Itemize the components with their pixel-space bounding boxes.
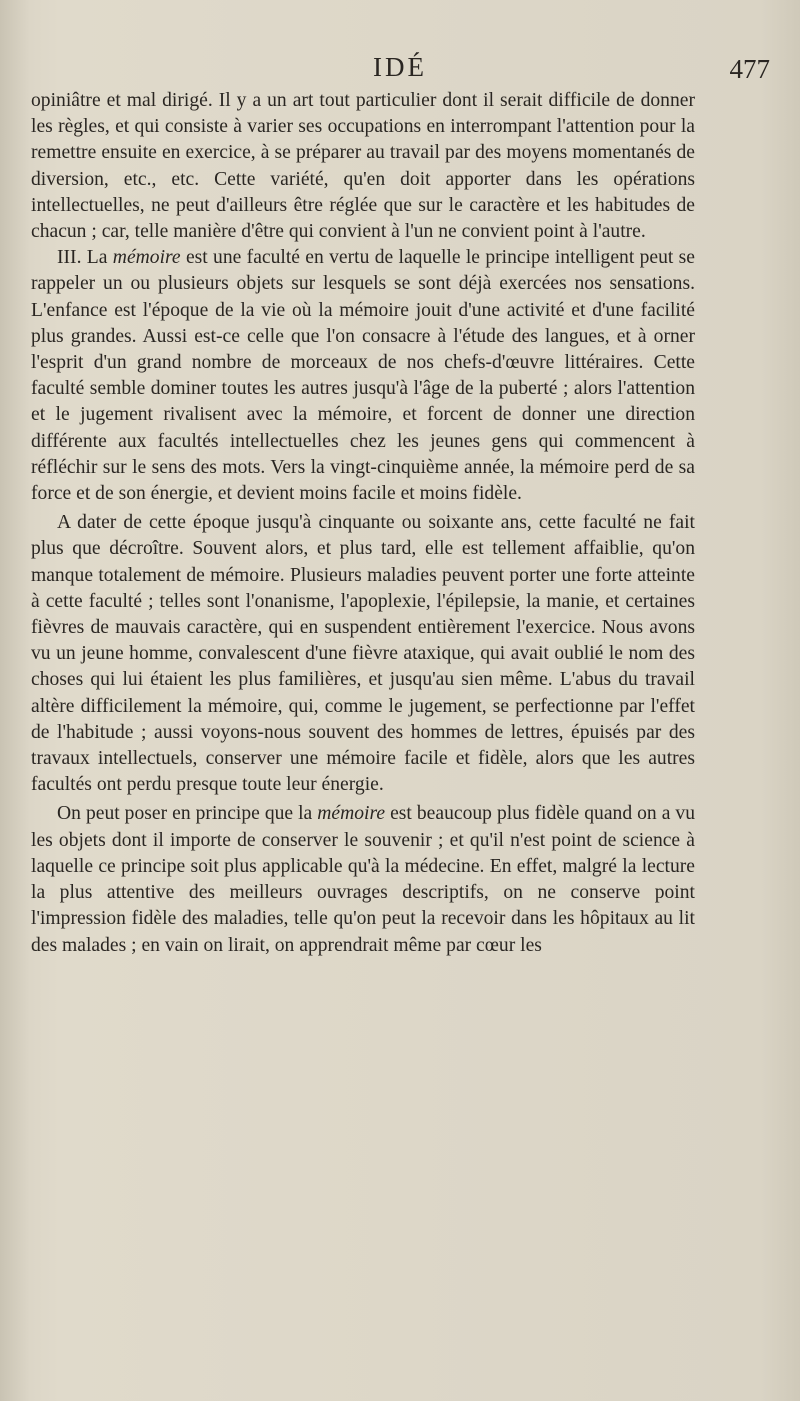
memoire-emphasis-2: mémoire: [317, 803, 386, 825]
running-head: IDÉ: [373, 52, 427, 82]
paragraph-memoire-decline: A dater de cette époque jusqu'à cinquante ou soixante ans, cette faculté ne fait plus que décroître. Souvent alors, et plus tard, elle est tellement affaiblie, qu'on manque totalement de mémoire. Plusieurs maladies peuvent porter une forte atteinte à cette faculté ; telles sont l'onanisme, l'apoplexie, l'épilepsie, la manie, et certaines fièvres de mauvais caractère, qui en suspendent entièrement l'exercice. Nous avons vu un jeune homme, convalescent d'une fièvre ataxique, qui avait oublié le nom des choses qui lui étaient les plus familières, et jusqu'au sien même. L'abus du travail altère difficilement la mémoire, qui, comme le jugement, se perfectionne par l'effet de l'habitude ; aussi voyons-nous souvent des hommes de lettres, épuisés par des travaux intellectuels, conserver une mémoire facile et fidèle, alors que les autres facultés ont perdu presque toute leur énergie.: [31, 512, 695, 796]
page-number: 477: [729, 54, 770, 84]
paragraph-principle-lead: On peut poser en principe que la: [57, 803, 318, 825]
paragraph-memoire-lead: III. La: [57, 247, 113, 269]
paragraph-memoire-body: est une faculté en vertu de laquelle le principe intelligent peut se rappeler un ou plusieurs objets sur lesquels se sont déjà exercées nos sensations. L'enfance est l'époque de la vie où la mémoire jouit d'une activité et d'une facilité plus grandes. Aussi est-ce celle que l'on consacre à l'étude des langues, et à orner l'esprit d'un grand nombre de morceaux de nos chefs-d'œuvre littéraires. Cette faculté semble dominer toutes les autres jusqu'à l'âge de la puberté ; alors l'attention et le jugement rivalisent avec la mémoire, et forcent de donner une direction différente aux facultés intellectuelles chez les jeunes gens qui commencent à réfléchir sur le sens des mots. Vers la vingt-cinquième année, la mémoire perd de sa force et de son énergie, et devient moins facile et moins fidèle.: [31, 247, 695, 505]
paragraph-memoire-principle: [31, 801, 695, 958]
paragraph-memoire-definition: [31, 245, 695, 507]
paragraph-attention-continuation: opiniâtre et mal dirigé. Il y a un art tout particulier dont il serait difficile de donner les règles, et qui consiste à varier ses occupations en interrompant l'attention pour la remettre ensuite en exercice, à se préparer au travail par des moyens momentanés de diversion, etc., etc. Cette variété, qu'en doit apporter dans les opérations intellectuelles, ne peut d'ailleurs être réglée que sur le caractère et les habitudes de chacun ; car, telle manière d'être qui convient à l'un ne convient point à l'autre.: [31, 90, 695, 243]
memoire-emphasis: mémoire: [112, 247, 181, 269]
body-text: [31, 88, 695, 959]
paragraph-principle-body: est beaucoup plus fidèle quand on a vu les objets dont il importe de conserver le souvenir ; et qu'il n'est point de science à laquelle ce principe soit plus applicable qu'à la médecine. En effet, malgré la lecture la plus attentive des meilleurs ouvrages descriptifs, on ne conserve point l'impression fidèle des maladies, telle qu'on peut la recevoir dans les hôpitaux au lit des malades ; en vain on lirait, on apprendrait même par cœur les: [31, 803, 696, 956]
page-header: [30, 52, 770, 88]
